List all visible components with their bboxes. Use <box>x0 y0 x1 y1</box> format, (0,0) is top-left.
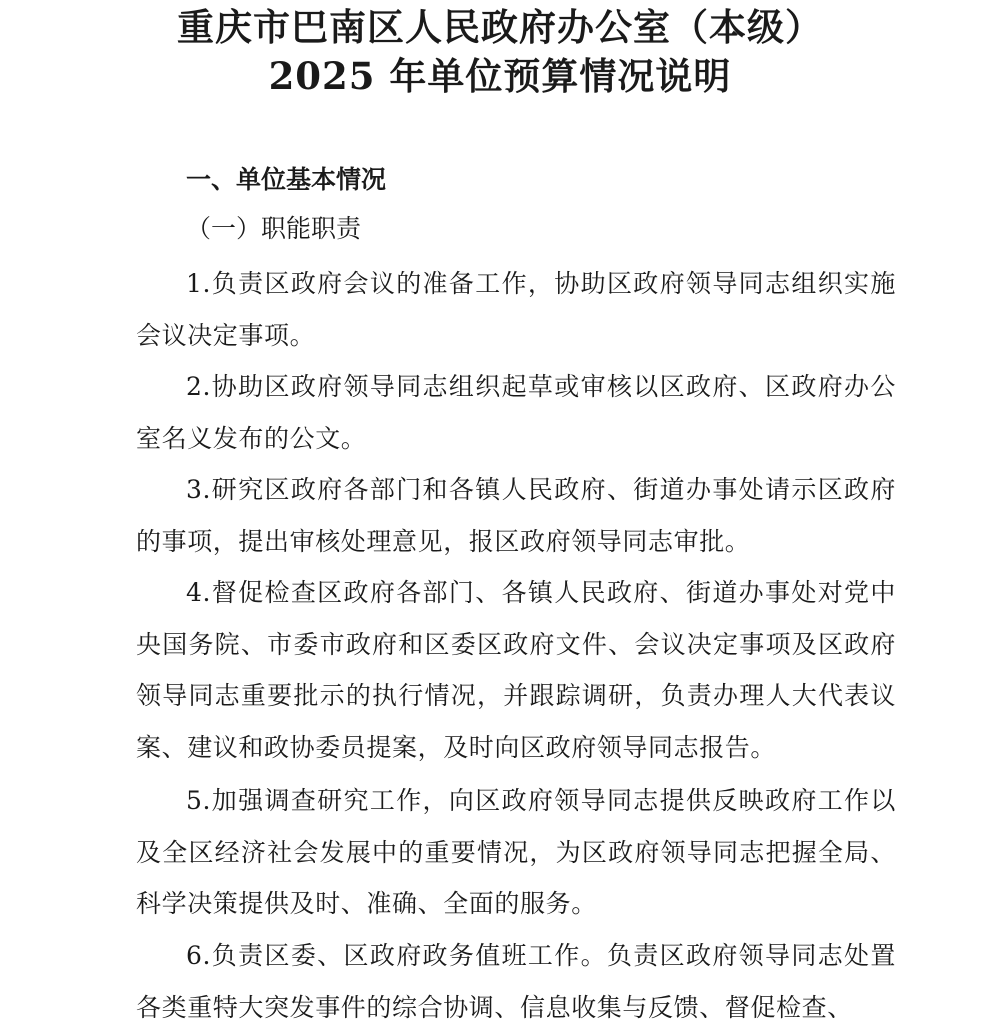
document-title-line-2: 2025 年单位预算情况说明 <box>268 54 732 98</box>
paragraph-item-6: 6.负责区委、区政府政务值班工作。负责区政府领导同志处置各类重特大突发事件的综合协调、信息收集与反馈、督促检查、 <box>136 941 896 1022</box>
paragraph-item-1: 1.负责区政府会议的准备工作，协助区政府领导同志组织实施会议决定事项。 <box>136 269 896 350</box>
paragraph-item-5: 5.加强调查研究工作，向区政府领导同志提供反映政府工作以及全区经济社会发展中的重要情况，为区政府领导同志把握全局、科学决策提供及时、准确、全面的服务。 <box>136 786 896 919</box>
paragraph-item-3: 3.研究区政府各部门和各镇人民政府、街道办事处请示区政府的事项，提出审核处理意见，报区政府领导同志审批。 <box>136 475 896 556</box>
paragraph-item-4: 4.督促检查区政府各部门、各镇人民政府、街道办事处对党中央国务院、市委市政府和区委区政府文件、会议决定事项及区政府领导同志重要批示的执行情况，并跟踪调研，负责办理人大代表议案、建议和政协委员提案，及时向区政府领导同志报告。 <box>136 578 896 763</box>
document-title-line-1: 重庆市巴南区人民政府办公室（本级） <box>177 5 823 49</box>
paragraph-item-2: 2.协助区政府领导同志组织起草或审核以区政府、区政府办公室名义发布的公文。 <box>136 372 896 453</box>
section-heading-basic-info: 一、单位基本情况 <box>186 165 387 194</box>
subsection-heading-functions: （一）职能职责 <box>186 214 362 243</box>
